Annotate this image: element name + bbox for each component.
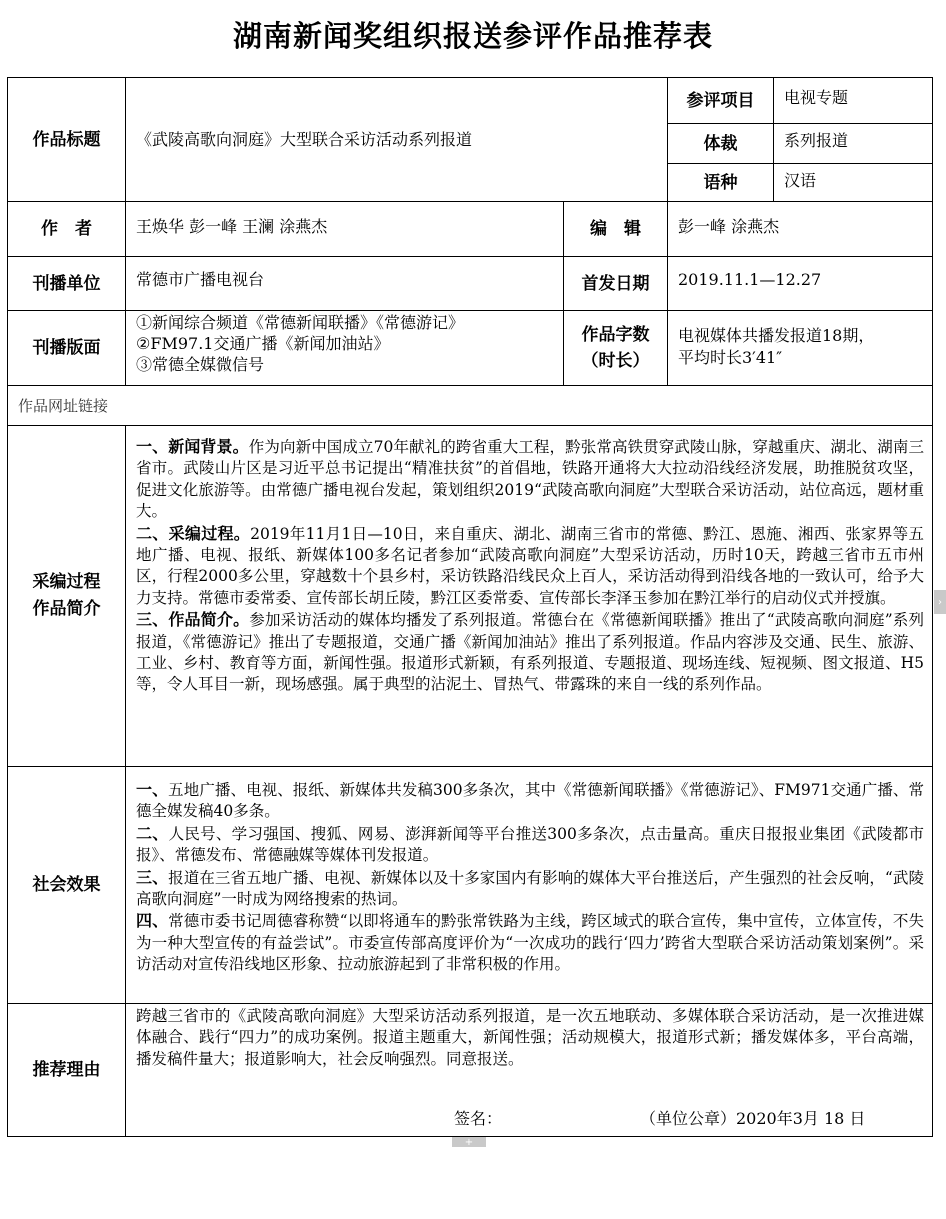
effect-heading-3: 三、 — [136, 867, 169, 887]
url-value — [126, 386, 932, 425]
first-broadcast-value: 2019.11.1—12.27 — [678, 270, 822, 289]
edition-value — [126, 311, 563, 385]
side-arrow-icon: › — [934, 590, 946, 614]
effect-heading-4: 四、 — [136, 911, 169, 931]
effect-text-3: 报道在三省五地广播、电视、新媒体以及十多家国内有影响的媒体大平台推送后，产生强烈的社会反响，“武陵高歌向洞庭”一时成为网络搜索的热词。 — [136, 868, 924, 909]
effect-text-1: 五地广播、电视、报纸、新媒体共发稿300多条次，其中《常德新闻联播》《常德游记》、FM971交通广播、常德全媒发稿40多条。 — [136, 781, 924, 821]
effect-text-4: 常德市委书记周德睿称赞“以即将通车的黔张常铁路为主线，跨区域式的联合宣传，集中宣传，立体宣传，不失为一种大型宣传的有益尝试”。市委宣传部高度评价为“一次成功的践行‘四力’跨省大型联合采访活动策划案例”。采访活动对宣传沿线地区形象、拉动旅游起到了非常积极的作用。 — [136, 912, 924, 974]
editor-value: 彭一峰 涂燕杰 — [678, 217, 780, 236]
reason-content: 跨越三省市的《武陵高歌向洞庭》大型采访活动系列报道，是一次五地联动、多媒体联合采访活动，是一次推进媒体融合、践行“四力”的成功案例。报道主题重大，新闻性强；活动规模大，报道形式新；播发媒体多，平台高端，播发稿件量大；报道影响大，社会反响强烈。同意报送。 — [136, 1007, 924, 1068]
word-count-label-line-2: （时长） — [581, 351, 650, 371]
effect-paragraph-2 — [136, 823, 924, 867]
document-title: 湖南新闻奖组织报送参评作品推荐表 — [232, 19, 713, 53]
process-paragraph-2 — [136, 523, 924, 610]
effect-heading-2: 二、 — [136, 823, 169, 843]
author-label: 作 者 — [41, 219, 92, 239]
word-count-line-2: 平均时长3′41″ — [678, 348, 783, 367]
word-count-value — [668, 311, 932, 385]
url-label: 作品网址链接 — [18, 397, 109, 415]
genre-value: 系列报道 — [784, 131, 849, 150]
edition-line-1: ①新闻综合频道《常德新闻联播》《常德游记》 — [136, 313, 465, 332]
first-broadcast-label: 首发日期 — [581, 273, 650, 294]
publisher-value: 常德市广播电视台 — [136, 270, 265, 289]
plus-marker-icon: + — [452, 1137, 486, 1147]
publisher-label: 刊播单位 — [32, 273, 101, 294]
category-label: 参评项目 — [686, 90, 755, 111]
process-label — [8, 426, 125, 766]
reason-label: 推荐理由 — [32, 1060, 101, 1080]
work-title-value: 《武陵高歌向洞庭》大型联合采访活动系列报道 — [136, 129, 473, 149]
effect-paragraph-1 — [136, 779, 924, 823]
editor-label: 编 辑 — [590, 219, 641, 239]
word-count-label — [564, 311, 667, 385]
edition-line-3: ③常德全媒微信号 — [136, 355, 265, 374]
social-effect-content — [126, 767, 932, 1003]
process-heading-3: 三、作品简介。 — [136, 610, 250, 630]
genre-label: 体裁 — [703, 133, 738, 154]
process-label-line-2: 作品简介 — [32, 599, 101, 619]
language-label: 语种 — [703, 172, 738, 193]
process-content — [126, 426, 932, 766]
process-text-3: 参加采访活动的媒体均播发了系列报道。常德台在《常德新闻联播》推出了“武陵高歌向洞庭”系列报道，《常德游记》推出了专题报道，交通广播《新闻加油站》推出了系列报道。作品内容涉及交通、民生、旅游、工业、乡村、教育等方面，新闻性强。报道形式新颖，有系列报道、专题报道、现场连线、短视频、图文报道、H5等，令人耳目一新，现场感强。属于典型的沾泥土、冒热气、带露珠的来自一线的系列作品。 — [136, 611, 924, 694]
table-border-right — [932, 77, 933, 1137]
word-count-label-line-1: 作品字数 — [581, 325, 650, 345]
edition-label: 刊播版面 — [32, 338, 101, 358]
effect-heading-1: 一、 — [136, 780, 169, 799]
effect-text-2: 人民号、学习强国、搜狐、网易、澎湃新闻等平台推送300多条次，点击量高。重庆日报报业集团《武陵都市报》、常德发布、常德融媒等媒体刊发报道。 — [136, 824, 924, 865]
process-text-1: 作为向新中国成立70年献礼的跨省重大工程，黔张常高铁贯穿武陵山脉，穿越重庆、湖北、湖南三省市。武陵山片区是习近平总书记提出“精准扶贫”的首倡地，铁路开通将大大拉动沿线经济发展，助推脱贫攻坚，促进文化旅游等。由常德广播电视台发起，策划组织2019“武陵高歌向洞庭”大型联合采访活动，站位高远，题材重大。 — [136, 438, 924, 521]
process-heading-2: 二、采编过程。 — [136, 523, 251, 543]
process-label-line-1: 采编过程 — [32, 572, 101, 592]
effect-paragraph-3 — [136, 867, 924, 911]
author-value: 王焕华 彭一峰 王澜 涂燕杰 — [136, 217, 328, 236]
signature-label: 签名： — [454, 1109, 503, 1128]
process-heading-1: 一、新闻背景。 — [136, 437, 249, 456]
seal-date-label: （单位公章）2020年3月 18 日 — [640, 1109, 866, 1128]
social-effect-label: 社会效果 — [32, 875, 101, 895]
work-title-label: 作品标题 — [32, 129, 101, 150]
word-count-line-1: 电视媒体共播发报道18期， — [678, 326, 875, 345]
language-value: 汉语 — [784, 171, 817, 190]
category-value: 电视专题 — [784, 88, 849, 107]
process-text-2: 2019年11月1日—10日，来自重庆、湖北、湖南三省市的常德、黔江、恩施、湘西、张家界等五地广播、电视、报纸、新媒体100多名记者参加“武陵高歌向洞庭”大型采访活动，历时10天，跨越三省市五市州区，行程2000多公里，穿越数十个县乡村，采访铁路沿线民众上百人，采访活动得到沿线各地的一致认可，给予大力支持。常德市委常委、宣传部长胡丘陵，黔江区委常委、宣传部长李泽玉参加在黔江举行的启动仪式并授旗。 — [136, 524, 924, 607]
edition-line-2: ②FM97.1交通广播《新闻加油站》 — [136, 334, 390, 353]
process-paragraph-1 — [136, 436, 924, 523]
process-paragraph-3 — [136, 609, 924, 696]
effect-paragraph-4 — [136, 910, 924, 975]
